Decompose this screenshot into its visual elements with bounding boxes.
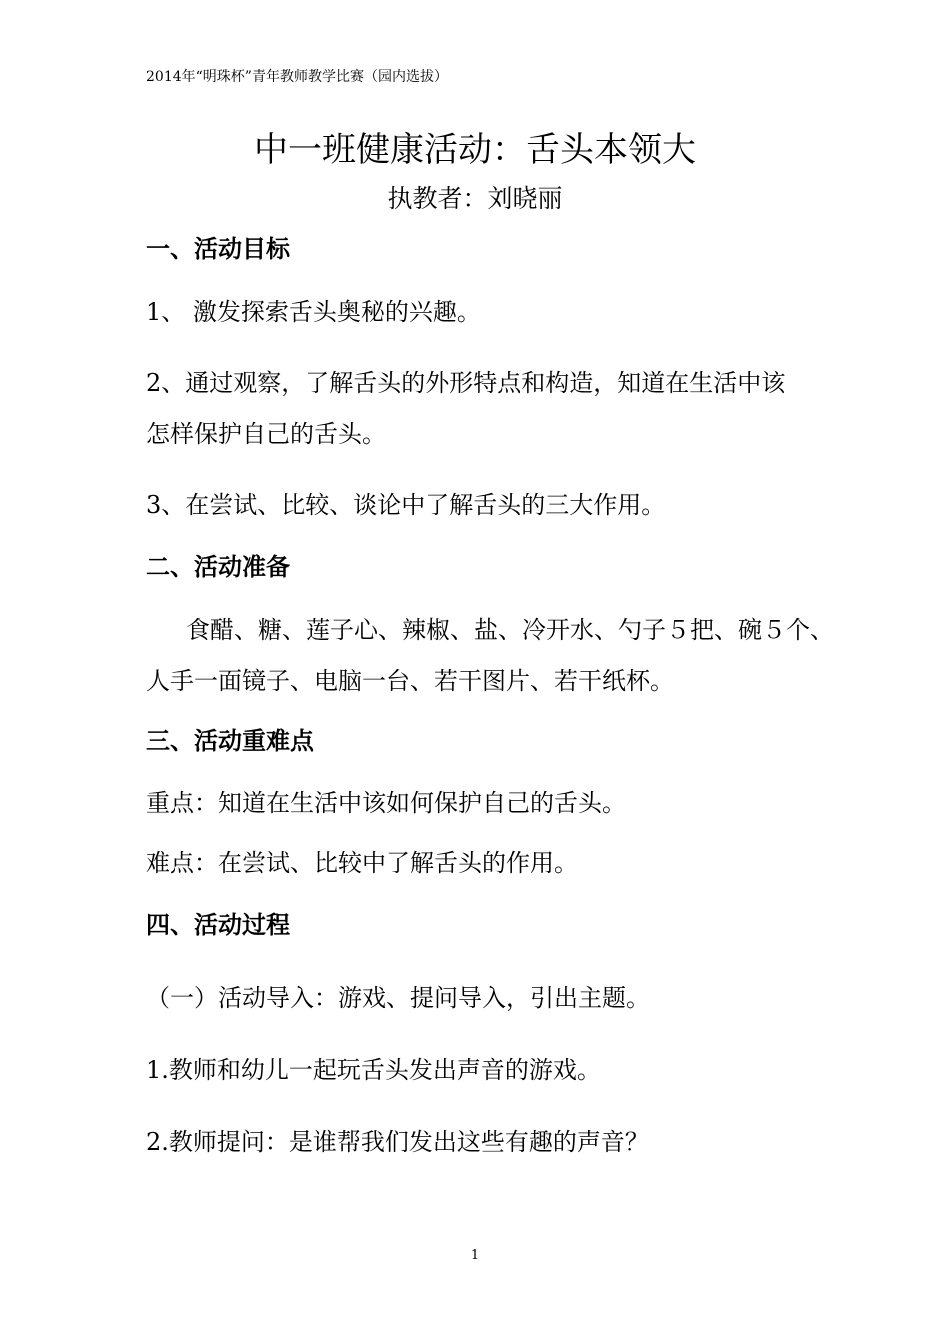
section-heading-process: 四、活动过程 [146,911,290,939]
section-heading-key-points: 三、活动重难点 [146,727,314,755]
preparation-line-1: 食醋、糖、莲子心、辣椒、盐、冷开水、勺子５把、碗５个、 [186,616,834,644]
goal-item-2-line-1: 2、通过观察，了解舌头的外形特点和构造，知道在生活中该 [146,369,786,397]
page-number: 1 [470,1248,480,1263]
process-step-1-item-1: 1.教师和幼儿一起玩舌头发出声音的游戏。 [146,1056,601,1084]
difficult-point: 难点：在尝试、比较中了解舌头的作用。 [146,849,578,877]
goal-item-3: 3、在尝试、比较、谈论中了解舌头的三大作用。 [146,491,666,519]
process-step-1-item-2: 2.教师提问：是谁帮我们发出这些有趣的声音？ [146,1128,649,1156]
section-heading-preparation: 二、活动准备 [146,553,290,581]
document-title: 中一班健康活动：舌头本领大 [254,130,696,170]
process-step-1-title: （一）活动导入：游戏、提问导入，引出主题。 [146,984,650,1012]
document-author: 执教者：刘晓丽 [387,184,563,213]
goal-item-1: 1、 激发探索舌头奥秘的兴趣。 [146,298,481,326]
goal-item-2-line-2: 怎样保护自己的舌头。 [146,420,386,448]
section-heading-goals: 一、活动目标 [146,235,290,263]
running-header: 2014年“明珠杯”青年教师教学比赛（园内选拔） [146,69,448,85]
key-point: 重点：知道在生活中该如何保护自己的舌头。 [146,789,626,817]
preparation-line-2: 人手一面镜子、电脑一台、若干图片、若干纸杯。 [146,667,674,695]
